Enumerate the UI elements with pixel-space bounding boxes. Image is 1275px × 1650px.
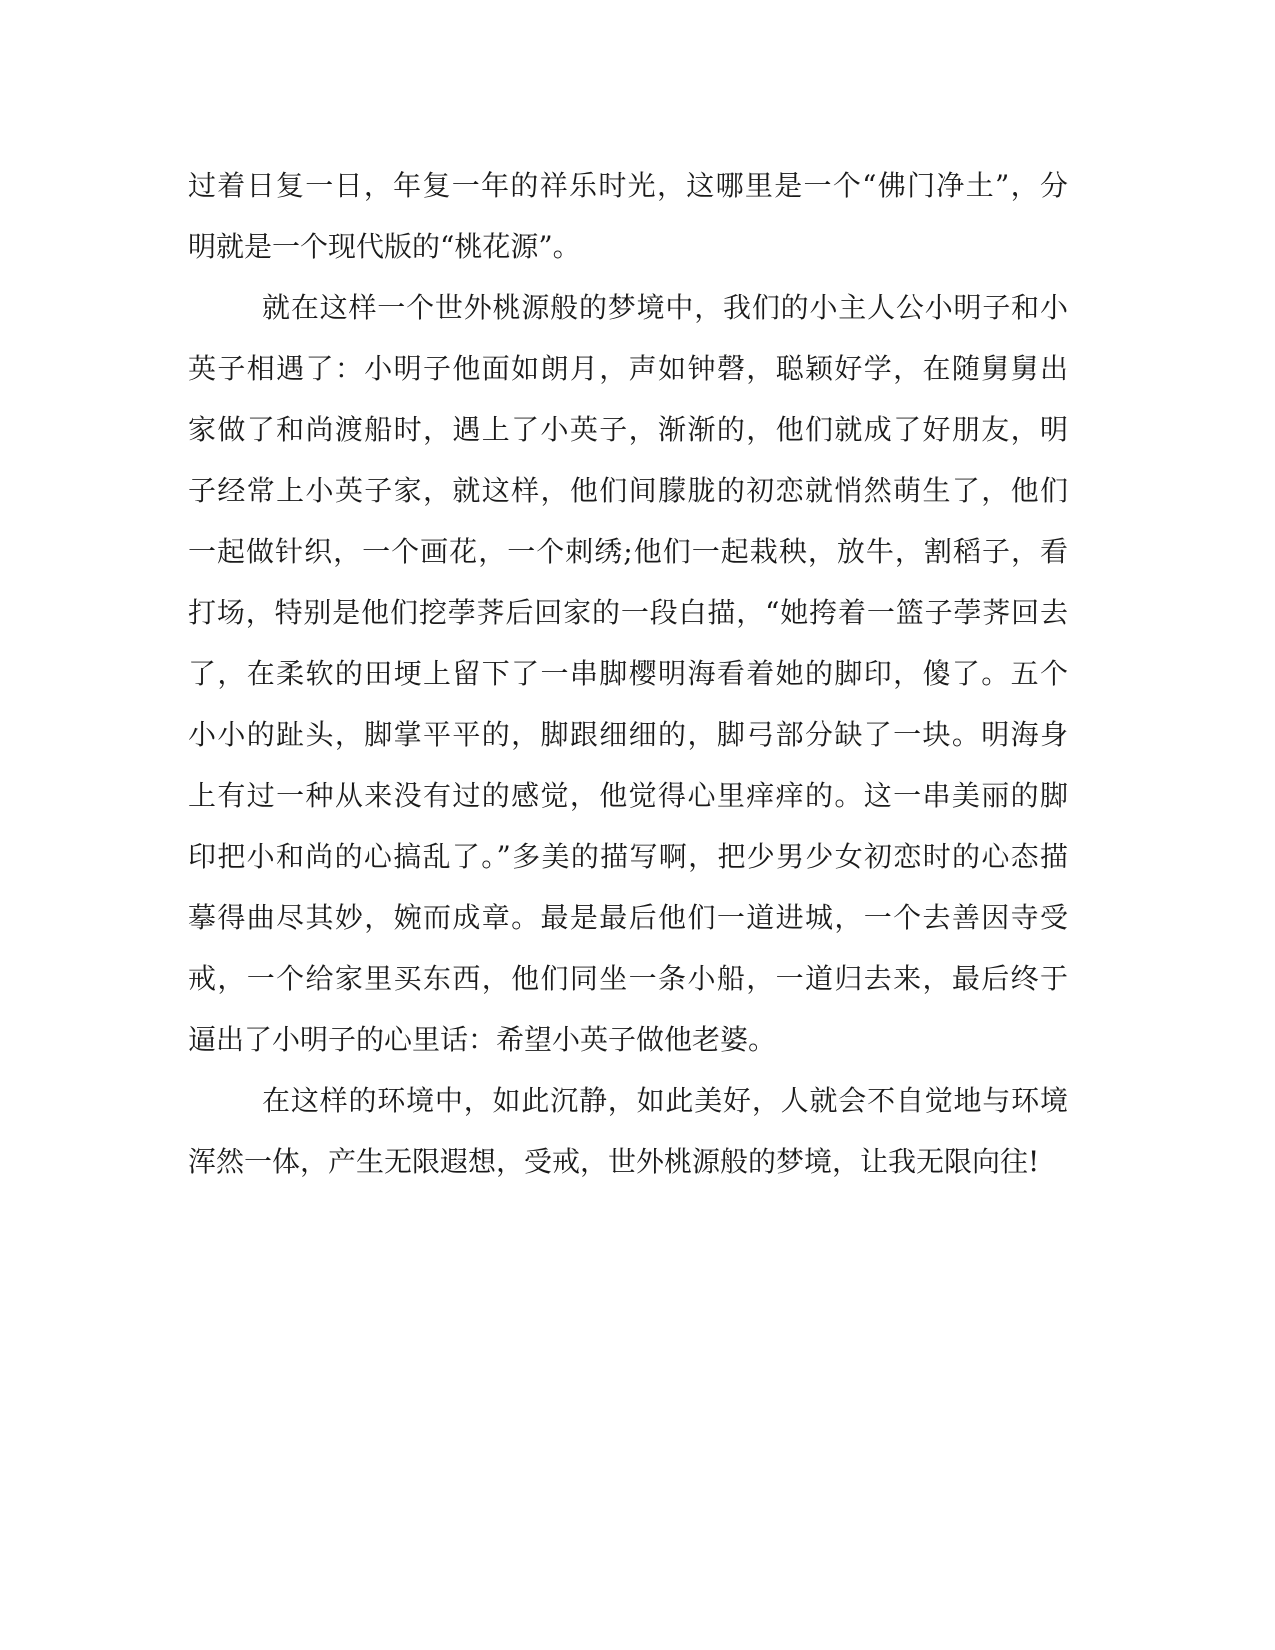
text-line: 就在这样一个世外桃源般的梦境中，我们的小主人公小明子和小 (262, 291, 1068, 324)
text-line: 家做了和尚渡船时，遇上了小英子，渐渐的，他们就成了好朋友，明 (188, 413, 1068, 446)
text-line: 打场，特别是他们挖荸荠后回家的一段白描，“她挎着一篮子荸荠回去 (188, 596, 1068, 629)
text-line: 一起做针织，一个画花，一个刺绣;他们一起栽秧，放牛，割稻子，看 (188, 535, 1068, 568)
paragraph-3 (188, 1070, 1068, 1192)
text-line: 过着日复一日，年复一年的祥乐时光，这哪里是一个“佛门净土”，分 (188, 169, 1068, 202)
paragraph-1 (188, 155, 1068, 277)
text-line: 英子相遇了：小明子他面如朗月，声如钟磬，聪颖好学，在随舅舅出 (188, 352, 1068, 385)
text-line: 印把小和尚的心搞乱了。”多美的描写啊，把少男少女初恋时的心态描 (188, 840, 1068, 873)
text-line: 小小的趾头，脚掌平平的，脚跟细细的，脚弓部分缺了一块。明海身 (188, 718, 1068, 751)
text-line: 子经常上小英子家，就这样，他们间朦胧的初恋就悄然萌生了，他们 (188, 474, 1068, 507)
paragraph-2 (188, 277, 1068, 1070)
text-line: 在这样的环境中，如此沉静，如此美好，人就会不自觉地与环境 (262, 1084, 1068, 1117)
text-line: 逼出了小明子的心里话：希望小英子做他老婆。 (188, 1023, 777, 1056)
document-body (188, 155, 1068, 1192)
text-line: 上有过一种从来没有过的感觉，他觉得心里痒痒的。这一串美丽的脚 (188, 779, 1068, 812)
text-line: 摹得曲尽其妙，婉而成章。最是最后他们一道进城，一个去善因寺受 (188, 901, 1068, 934)
text-line: 明就是一个现代版的“桃花源”。 (188, 230, 581, 263)
text-line: 戒，一个给家里买东西，他们同坐一条小船，一道归去来，最后终于 (188, 962, 1068, 995)
text-line: 了，在柔软的田埂上留下了一串脚樱明海看着她的脚印，傻了。五个 (188, 657, 1068, 690)
text-line: 浑然一体，产生无限遐想，受戒，世外桃源般的梦境，让我无限向往! (188, 1145, 1040, 1178)
